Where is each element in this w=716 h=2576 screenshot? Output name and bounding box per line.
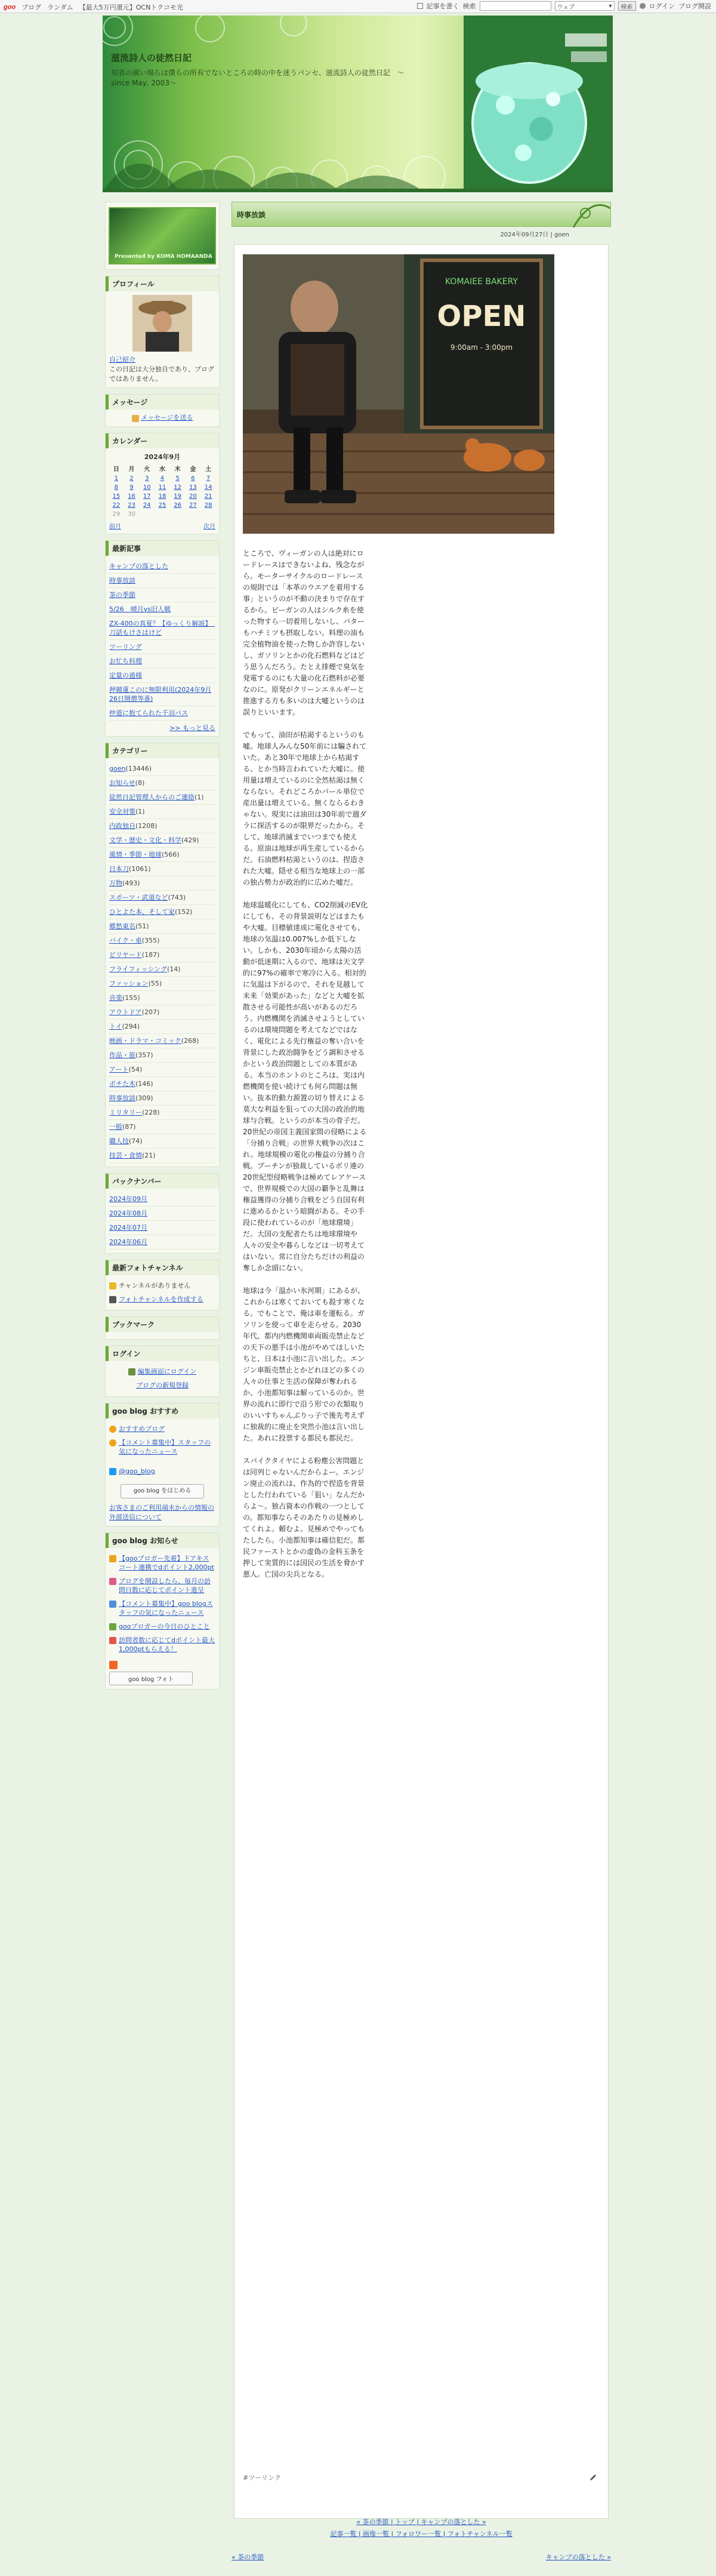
entry-text (243, 548, 368, 1580)
recent-post-item-link[interactable]: キャンプの落とした (109, 562, 168, 570)
topbar-link-blog[interactable]: ブログ (21, 4, 42, 11)
backnumber-item[interactable] (109, 1221, 215, 1235)
notice-link[interactable]: ブログを開設したら、毎月の訪問日数に応じてポイント進呈 (119, 1577, 211, 1594)
category-list (106, 762, 219, 1163)
calendar-day (139, 510, 155, 519)
category-link[interactable]: 郷愁東名 (109, 922, 135, 930)
calendar-day[interactable]: 29 (112, 511, 121, 518)
calendar-weekday: 火 (144, 466, 150, 473)
category-count: (87) (122, 1123, 136, 1131)
category-link[interactable]: 万物 (109, 879, 122, 887)
calendar-day[interactable]: 15 (112, 493, 121, 500)
backnumber-item[interactable] (109, 1192, 215, 1207)
notice-icon (109, 1601, 116, 1608)
calendar-day[interactable]: 4 (160, 475, 165, 482)
speech-bubble-icon (109, 1439, 116, 1447)
calendar-day[interactable]: 20 (189, 493, 197, 500)
notice-icon (109, 1623, 116, 1630)
login-panel (105, 1346, 220, 1397)
list-links[interactable]: 記事一覧 | 画像一覧 | フォロワー一覧 | フォトチャンネル一覧 (330, 2530, 513, 2538)
recent-post-item-link[interactable]: 時事放談 (109, 577, 135, 584)
twitter-link[interactable]: @goo_blog (119, 1467, 155, 1475)
profile-link[interactable]: 自己紹介 (109, 356, 135, 364)
edit-icon (417, 3, 423, 9)
category-link[interactable]: 時事放談 (109, 1094, 135, 1102)
main-content (232, 202, 611, 2519)
category-count: (1) (195, 793, 204, 801)
category-item[interactable] (109, 1149, 215, 1163)
calendar-day[interactable]: 21 (204, 493, 212, 500)
search-button[interactable]: 検索 (618, 1, 636, 11)
category-item[interactable] (109, 776, 215, 790)
category-item[interactable] (109, 1106, 215, 1120)
login-heading: ログイン (106, 1346, 219, 1361)
category-count: (187) (141, 951, 160, 959)
category-item[interactable] (109, 948, 215, 962)
category-link[interactable]: 音楽 (109, 994, 122, 1002)
pen-icon (589, 2472, 597, 2482)
category-link[interactable]: アウトドア (109, 1008, 142, 1016)
recommend-link-1[interactable]: 【コメント募集中】スタッフの気になったニュース (119, 1439, 211, 1455)
recent-post-item-link[interactable]: 仲道に抱てられた千羽パス (109, 709, 188, 717)
category-count: (228) (142, 1109, 160, 1116)
category-count: (309) (135, 1094, 153, 1102)
category-count: (1208) (135, 822, 158, 830)
category-item[interactable] (109, 1134, 215, 1149)
notice-icon (109, 1637, 116, 1644)
calendar-heading: カレンダー (106, 433, 219, 448)
category-link[interactable]: 内政独自 (109, 822, 135, 830)
category-item[interactable] (109, 977, 215, 991)
category-item[interactable] (109, 891, 215, 905)
bookmark-panel (105, 1316, 220, 1340)
topbar-link-ad[interactable]: 【最大5万円還元】OCNトクコモ光 (79, 4, 183, 11)
notice-link[interactable]: gooブロガーの今日のひとこと (119, 1623, 210, 1630)
calendar-day[interactable]: 3 (145, 475, 149, 482)
category-count: (357) (135, 1051, 153, 1059)
category-item[interactable] (109, 790, 215, 805)
pencil-icon (128, 1368, 135, 1375)
category-link[interactable]: ミリタリー (109, 1109, 142, 1116)
sign-hours: 9:00am - 3:00pm (450, 343, 513, 352)
notice-heading: goo blog お知らせ (106, 1533, 219, 1548)
calendar-day[interactable]: 9 (129, 484, 134, 491)
category-item[interactable] (109, 1020, 215, 1034)
bookmark-heading: ブックマーク (106, 1317, 219, 1332)
backnumber-heading: バックナンバー (106, 1174, 219, 1189)
category-item[interactable] (109, 1120, 215, 1134)
category-count: (14) (166, 965, 181, 973)
recent-post-item-link[interactable]: お忙ち料理 (109, 657, 142, 665)
category-link[interactable]: 文学・歴史・文化・科学 (109, 836, 181, 844)
backnumber-item-link[interactable]: 2024年08月 (109, 1209, 147, 1217)
category-item[interactable] (109, 991, 215, 1005)
backnumber-list (106, 1192, 219, 1249)
calendar-next-link[interactable]: 次月 (203, 524, 215, 530)
create-photo-channel-link[interactable]: フォトチャンネルを作成する (119, 1295, 203, 1303)
send-message-link[interactable]: メッセージを送る (141, 414, 193, 421)
backnumber-item-link[interactable]: 2024年07月 (109, 1224, 147, 1232)
notice-icon (109, 1555, 116, 1562)
recent-post-item[interactable] (109, 574, 215, 588)
category-item[interactable] (109, 848, 215, 862)
edit-login-link[interactable]: 編集画面にログイン (137, 1368, 197, 1375)
recent-post-item[interactable] (109, 602, 215, 617)
sign-open: OPEN (437, 300, 526, 333)
calendar-weekday: 土 (205, 466, 212, 473)
blog-description: 知者の風い場らは僕らの所有でないところの時の中を迷うパンセ、滋流詩人の徒然日記 〜since May, 2003〜 (111, 69, 405, 87)
calendar-day (200, 510, 216, 519)
blog-banner-image[interactable]: Presented by KOMA HOMAANDA (109, 207, 216, 264)
recent-posts-heading: 最新記事 (106, 541, 219, 556)
sidebar (105, 202, 220, 1695)
calendar-day[interactable]: 24 (143, 502, 151, 509)
category-link[interactable]: ビリヤード (109, 951, 142, 959)
category-item[interactable] (109, 1077, 215, 1091)
recent-post-item-link[interactable]: 定量の過様 (109, 672, 142, 679)
category-item[interactable] (109, 1048, 215, 1063)
search-label: 検索 (462, 2, 476, 10)
category-link[interactable]: 安全対策 (109, 808, 135, 815)
blog-header (103, 16, 613, 192)
calendar-day[interactable]: 28 (204, 502, 212, 509)
calendar-day[interactable]: 16 (128, 493, 135, 500)
category-count: (294) (122, 1023, 140, 1030)
backnumber-item[interactable] (109, 1235, 215, 1249)
category-item[interactable] (109, 876, 215, 891)
category-item[interactable] (109, 934, 215, 948)
backnumber-panel (105, 1173, 220, 1254)
recent-posts-list (106, 559, 219, 721)
new-blog-link[interactable]: ブログの新規登録 (136, 1381, 189, 1389)
calendar-month: 2024年9月 (144, 453, 181, 461)
calendar-day[interactable]: 2 (129, 475, 134, 482)
entry-category[interactable]: 時事放談 (237, 211, 266, 219)
calendar-prev-link[interactable]: 前月 (109, 524, 121, 530)
entry-meta[interactable]: 2024年09月27日 | goen (500, 232, 569, 238)
calendar-day[interactable]: 6 (191, 475, 195, 482)
entry-paragraph: スパイクタイヤによる粉塵公害問題とは同列じゃないんだからよー。エンジン廃止の流れは、作為的で捏造を背景とした行われている「狙い」なんだからよ〜。独占資本の作戦の一つとしての。都知事ならそのあたりの見極めしてくれよ。頼むよ。見極めでやってもたしたら。小池都知事は確信犯だ。都民ファーストとかの虚偽の金科玉条を押して実質的には国民の生活を脅かす悪人。亡国の尖兵となる。 (243, 1457, 365, 1578)
camera-icon (109, 1296, 116, 1303)
category-link[interactable]: 職人技 (109, 1137, 129, 1145)
calendar-weekday: 金 (190, 466, 196, 473)
twitter-icon (109, 1468, 116, 1475)
category-link[interactable]: 作品・旅 (109, 1051, 135, 1059)
write-article-link[interactable]: 記事を書く (426, 2, 459, 10)
recent-post-item[interactable] (109, 559, 215, 574)
recommend-heading: goo blog おすすめ (106, 1404, 219, 1418)
category-count: (152) (175, 908, 193, 916)
calendar-day (155, 510, 170, 519)
start-blog-button[interactable]: goo blog をはじめる (121, 1484, 204, 1498)
category-count: (74) (129, 1137, 143, 1145)
category-count: (155) (122, 994, 140, 1002)
goo-logo[interactable]: goo (4, 4, 16, 11)
message-heading: メッセージ (106, 395, 219, 410)
category-count: (355) (141, 937, 160, 944)
category-link[interactable]: アート (109, 1066, 129, 1073)
calendar-day[interactable]: 30 (128, 511, 135, 518)
backnumber-item-link[interactable]: 2024年06月 (109, 1238, 147, 1246)
star-icon (109, 1426, 116, 1433)
calendar-day[interactable]: 8 (114, 484, 119, 491)
category-heading: カテゴリー (106, 743, 219, 758)
category-count: (21) (142, 1152, 156, 1159)
calendar-weekday: 水 (159, 466, 165, 473)
category-panel (105, 743, 220, 1167)
calendar-day[interactable]: 11 (158, 484, 166, 491)
category-item[interactable] (109, 819, 215, 833)
login-link[interactable]: ログイン (649, 2, 675, 10)
category-link[interactable]: 一般 (109, 1123, 122, 1131)
calendar-day[interactable]: 23 (128, 502, 135, 509)
recent-post-item-link[interactable]: 押競蓮このに無限利用(2024年9月26日開僧等番) (109, 686, 212, 703)
category-item[interactable] (109, 919, 215, 934)
entry-paragraph: 地球温暖化にしても、CO2削減のEV化にしても、その背景説明などはまたもや大嘘。目標値達成に電化させても、地球の気温は0.007%しか低下しない。しかも、2030年頃から太陽の活動が低迷期に入るので、地球は天文学的に97%の確率で寒冷に入る。相対的に気温は下がるので、それを見越して未来「効果があった」などと大嘘を拡散させる可能性が高いがあるのだろう。内燃機関を消滅させようとしているのは環境問題を考えてなどではなく、電化による先行権益の奪い合いを背景にした政治闘争をどう調和させるかという政治問題としての本質がある。本当のホントのところは、実は内燃機関を使い続けても何ら問題は無い。抜本的動力源置の切り替えによる莫大な利益を狙っての大国の政治的地球与合戦。というのが本当の骨子だ。20世紀の帝国主義国家間の侵略による「分捕り合戦」の世界大戦争の次はこれ。地球規模の電化の権益の分捕り合戦。プーチンが独裁しているボリ連の20世紀型侵略戦争は極めてレアケースで、世界規模での大国の覇争と乱舞は権益獲得の分捕り合戦をどう自国有利に進めるかという暗闘がある。その手段に使われているのが「地球環境」だ。大国の支配者たちは地球環境や人々の安全や暮らしなどは一切考えてはいない。常に自分たちだけの利益の奪しか念頭にない。 (243, 901, 368, 1272)
category-link[interactable]: 徒然日記管理人からのご連絡 (109, 793, 195, 801)
category-link[interactable]: 映画・ドラマ・コミック (109, 1037, 181, 1045)
profile-avatar (132, 295, 192, 352)
category-item[interactable] (109, 762, 215, 776)
message-panel (105, 394, 220, 427)
category-count: (1) (135, 808, 145, 815)
chevron-down-icon: ▾ (609, 2, 612, 10)
photo-channel-panel (105, 1260, 220, 1310)
warning-icon (109, 1282, 116, 1289)
category-link[interactable]: ポチた木 (109, 1080, 135, 1088)
calendar-day[interactable]: 13 (189, 484, 197, 491)
category-link[interactable]: スポーツ・武道など (109, 894, 168, 901)
category-count: (566) (162, 851, 180, 858)
prev-entry-link[interactable]: « 茶の季節 (232, 2553, 264, 2561)
search-scope-select[interactable]: ウェブ ▾ (555, 1, 615, 11)
envelope-icon (132, 415, 139, 422)
recent-post-item[interactable] (109, 683, 215, 706)
notice-link[interactable]: 【gooブロガー先着】ドアキスコート連携でdポイント2,000pt (119, 1555, 214, 1571)
user-icon (640, 3, 646, 9)
sign-title: KOMAIEE BAKERY (445, 277, 518, 287)
calendar-day[interactable]: 26 (174, 502, 182, 509)
no-channel-text: チャンネルがありません (119, 1282, 191, 1289)
category-link[interactable]: トイ (109, 1023, 122, 1030)
entry-header (232, 202, 611, 227)
calendar-grid (109, 463, 216, 519)
category-count: (54) (128, 1066, 143, 1073)
goo-blog-follow-button[interactable]: goo blog フォト (109, 1672, 193, 1685)
category-count: (493) (122, 879, 140, 887)
register-link[interactable]: ブログ開設 (678, 2, 711, 10)
calendar-day[interactable]: 12 (174, 484, 182, 491)
photo-channel-heading: 最新フォトチャンネル (106, 1260, 219, 1275)
calendar-day[interactable]: 10 (143, 484, 151, 491)
profile-text: この日記は大分独自であり、プログではありません。 (109, 365, 214, 383)
category-count: (51) (135, 922, 149, 930)
recent-posts-panel (105, 540, 220, 737)
calendar-day[interactable]: 7 (206, 475, 211, 482)
category-link[interactable]: 風情・季節・地球 (109, 851, 162, 858)
category-link[interactable]: 日本刀 (109, 865, 129, 873)
data-transmission-link[interactable]: お客さまのご利用端末からの情報の外部送信について (109, 1504, 214, 1521)
entry-body (234, 244, 609, 2519)
category-item[interactable] (109, 905, 215, 919)
recommend-panel (105, 1403, 220, 1526)
category-item[interactable] (109, 1091, 215, 1106)
calendar-day[interactable]: 19 (174, 493, 182, 500)
category-count: (13446) (125, 765, 152, 773)
notice-panel (105, 1532, 220, 1689)
category-item[interactable] (109, 962, 215, 977)
entry-nav-links[interactable]: « 茶の季節 | トップ | キャンプの落とした » (356, 2518, 486, 2526)
notice-icon (109, 1578, 116, 1585)
calendar-day[interactable]: 25 (158, 502, 166, 509)
entry-paragraph: でもって、油田が枯渇するというのも嘘。地球人みんな50年前には騙されていた。あと30年で地球上から枯渇する、とか当時言われていた大嘘に。使用量は増えているのに全然枯渇は無くならない。それどころかバール単位で産出量は増えている。無くならるわきゃない。現実には油田は30年前で週ダラに探活するのが限界だったから。そして、地球消滅までいつまでも使える。原油は地球が再生産しているからだ。石油燃料枯渇というのは、捏造された大嘘。隠せる相当な地球上の一部の独占勢力が政治的に広めた嘘だ。 (243, 731, 367, 887)
category-item[interactable] (109, 1034, 215, 1048)
notice-link[interactable]: 【コメント募集中】goo blogスタッフの気になったニュース (119, 1600, 213, 1617)
entry-paragraph: 地球は今「温かい氷河期」にあるが、これからは寒くておいても殺す寒くなる。でもことで、俺は車を運転る。ガソリンを使って車を走らせる。2030年代、都内内燃機関車両販売禁止などの天下の悪手は小池がやめてほしいたちと、日本は小池に言い出した。エンジン車販売禁止とかどれほどの多くの人々の仕事と生活の保障が奪われるか、小池都知事は解っているのか。世界の流れに即行で沿う形での衣類取りのいいすちゃんぶりっ子で後先考えずに独裁的に廃止を突然小池は言い出した。あれに投票する都民も都民だ。 (243, 1287, 365, 1442)
next-entry-link[interactable]: キャンプの落とした » (545, 2553, 611, 2561)
calendar-day[interactable]: 5 (175, 475, 180, 482)
recent-post-item-link[interactable]: 茶の季節 (109, 591, 135, 599)
recent-post-item[interactable] (109, 706, 215, 721)
category-link[interactable]: ファッション (109, 980, 149, 987)
cream-soda-glass-image (464, 16, 613, 189)
entry-photo-scene (243, 254, 554, 534)
category-count: (8) (135, 779, 145, 787)
calendar-weekday: 木 (174, 466, 181, 473)
category-link[interactable]: goen (109, 765, 126, 773)
calendar-day[interactable]: 1 (114, 475, 119, 482)
recent-post-item-link[interactable]: ツーリング (109, 643, 142, 651)
recent-post-item[interactable] (109, 617, 215, 640)
blog-title[interactable]: 滋流詩人の徒然日記 (111, 53, 192, 63)
backnumber-item[interactable] (109, 1207, 215, 1221)
category-item[interactable] (109, 1005, 215, 1020)
recommend-link-0[interactable]: おすすめブログ (119, 1425, 165, 1433)
recent-post-item-link[interactable]: 5/26 晴月vs旧人戦 (109, 605, 171, 613)
calendar-day (186, 510, 201, 519)
header-curl-ornament (567, 202, 610, 227)
entry-photo[interactable] (243, 254, 554, 534)
category-count: (55) (148, 980, 162, 987)
recent-post-item-link[interactable]: ZX-400の真夏？【ゆっくり解説】 刀話もけさはけど (109, 620, 215, 636)
category-item[interactable] (109, 805, 215, 819)
category-item[interactable] (109, 1063, 215, 1077)
profile-panel (105, 276, 220, 388)
entry-footer-nav (232, 2516, 611, 2540)
entry-paragraph: ところで、ヴィーガンの人は絶対にロードレースはできないよね、残念ながら。モーターサイクルのロードレースの規則では「本革のウエアを着用する事」というのが不動の決まりで存在するから。ビーガンの人はシルク糸を使った物すら一切着用しないし、バターもハチミツも摂取しない。料理の油も完全植物油を使った物しか許容しないし、ガソリンとかの化石燃料などはどう思うんだろう。たとえ排煙で臭気を発電するのにも大量の化石燃料が必要なのに。原発がクリーンエネルギーと推進する方も多いのは大嘘というのは誤りといいます。 (243, 549, 365, 716)
entry-hashtag[interactable]: #ツーリンク (243, 2474, 281, 2482)
calendar-weekday: 日 (113, 466, 119, 473)
recent-post-item[interactable] (109, 669, 215, 683)
calendar-weekday: 月 (128, 466, 135, 473)
category-item[interactable] (109, 862, 215, 876)
recent-post-item[interactable] (109, 654, 215, 669)
banner-panel (105, 202, 220, 270)
search-input[interactable] (480, 1, 551, 11)
category-count: (207) (141, 1008, 160, 1016)
category-link[interactable]: 技芸・食情 (109, 1152, 142, 1159)
recent-post-item[interactable] (109, 588, 215, 602)
recent-post-item[interactable] (109, 640, 215, 654)
category-count: (268) (181, 1037, 199, 1045)
profile-heading: プロフィール (106, 276, 219, 291)
notice-link[interactable]: 訪問者数に応じてdポイント最大1,000ptもらえる！ (119, 1636, 215, 1653)
calendar-day[interactable]: 22 (112, 502, 121, 509)
calendar-day[interactable]: 14 (204, 484, 212, 491)
topbar-link-random[interactable]: ランダム (47, 4, 73, 11)
category-count: (429) (181, 836, 199, 844)
category-item[interactable] (109, 833, 215, 848)
global-topbar (0, 0, 716, 13)
calendar-day[interactable]: 18 (158, 493, 166, 500)
category-link[interactable]: フライフィッシング (109, 965, 167, 973)
category-link[interactable]: お知らせ (109, 779, 135, 787)
category-link[interactable]: ひとよた本、そして家 (109, 908, 175, 916)
category-count: (146) (135, 1080, 153, 1088)
category-link[interactable]: バイク・車 (109, 937, 142, 944)
recent-more-link[interactable]: >> もっと見る (169, 724, 215, 732)
rss-icon[interactable] (109, 1661, 118, 1669)
calendar-day (170, 510, 186, 519)
calendar-day[interactable]: 27 (189, 502, 197, 509)
category-count: (743) (168, 894, 186, 901)
calendar-day[interactable]: 17 (143, 493, 151, 500)
backnumber-item-link[interactable]: 2024年09月 (109, 1195, 147, 1203)
category-count: (1061) (129, 865, 151, 873)
calendar-panel (105, 433, 220, 534)
